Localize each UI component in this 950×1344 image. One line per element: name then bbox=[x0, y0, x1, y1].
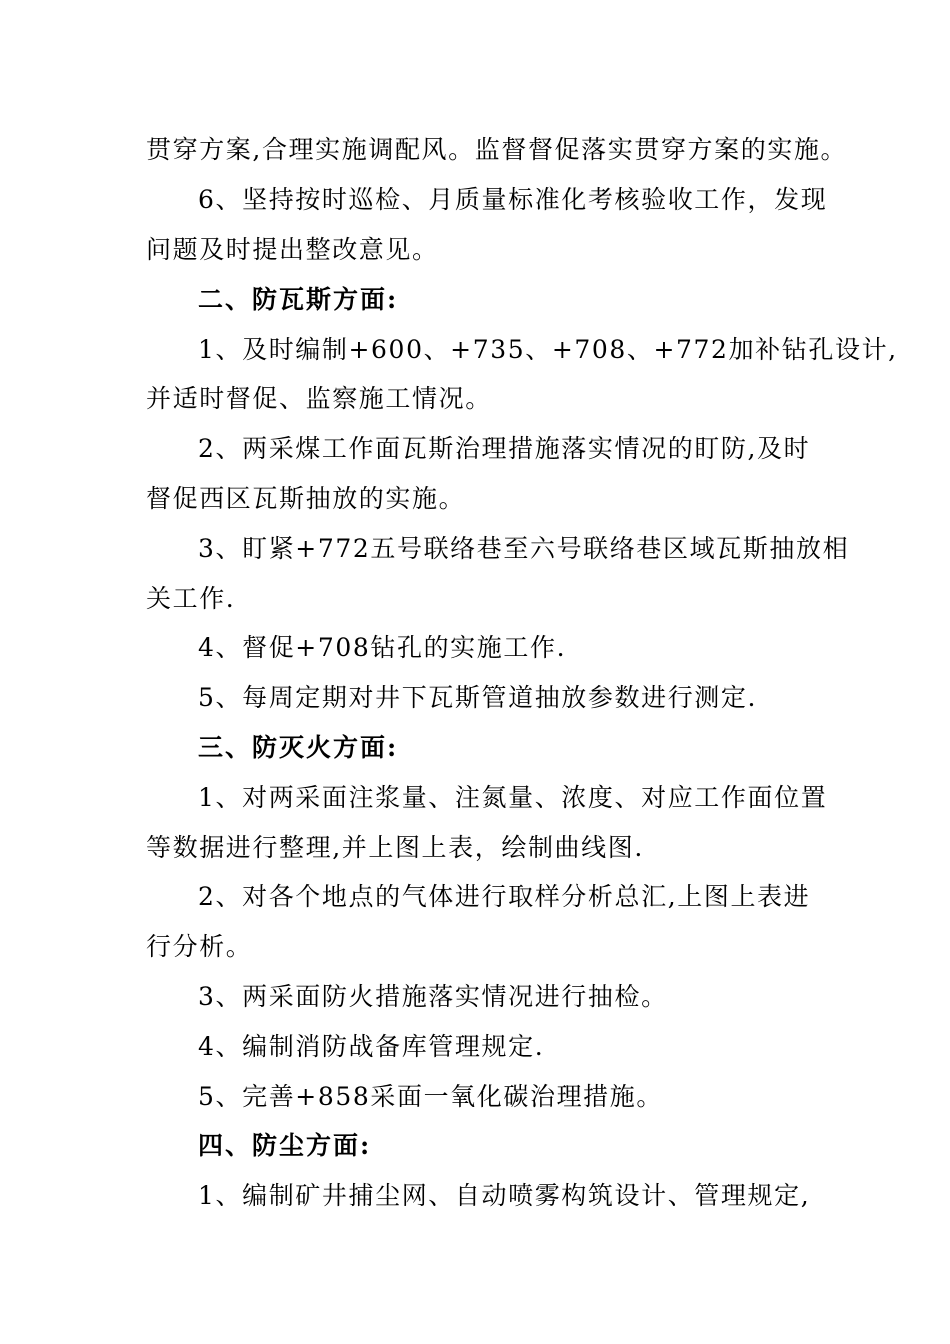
section-heading: 四、防尘方面: bbox=[198, 1131, 372, 1160]
paragraph-line: 贯穿方案,合理实施调配风。监督督促落实贯穿方案的实施。 bbox=[146, 135, 848, 164]
paragraph-line: 4、编制消防战备库管理规定. bbox=[198, 1032, 545, 1061]
section-heading: 三、防灭火方面: bbox=[198, 733, 399, 762]
paragraph-line: 2、两采煤工作面瓦斯治理措施落实情况的盯防,及时 bbox=[198, 434, 811, 463]
paragraph-line: 3、两采面防火措施落实情况进行抽检。 bbox=[198, 982, 668, 1011]
paragraph-line: 4、督促+708钻孔的实施工作. bbox=[198, 633, 567, 662]
paragraph-line: 6、坚持按时巡检、月质量标准化考核验收工作，发现 bbox=[198, 185, 828, 214]
paragraph-line: 2、对各个地点的气体进行取样分析总汇,上图上表进 bbox=[198, 882, 811, 911]
paragraph-line: 关工作. bbox=[146, 584, 236, 613]
paragraph-line: 督促西区瓦斯抽放的实施。 bbox=[146, 484, 466, 513]
paragraph-line: 行分析。 bbox=[146, 932, 253, 961]
paragraph-line: 5、每周定期对井下瓦斯管道抽放参数进行测定. bbox=[198, 683, 758, 712]
paragraph-line: 等数据进行整理,并上图上表，绘制曲线图. bbox=[146, 833, 644, 862]
paragraph-line: 3、盯紧+772五号联络巷至六号联络巷区域瓦斯抽放相 bbox=[198, 534, 850, 563]
paragraph-line: 1、及时编制+600、+735、+708、+772加补钻孔设计, bbox=[198, 335, 898, 364]
paragraph-line: 并适时督促、监察施工情况。 bbox=[146, 384, 492, 413]
paragraph-line: 1、编制矿井捕尘网、自动喷雾构筑设计、管理规定, bbox=[198, 1181, 811, 1210]
paragraph-line: 问题及时提出整改意见。 bbox=[146, 235, 439, 264]
section-heading: 二、防瓦斯方面: bbox=[198, 285, 399, 314]
paragraph-line: 1、对两采面注浆量、注氮量、浓度、对应工作面位置 bbox=[198, 783, 828, 812]
paragraph-line: 5、完善+858采面一氧化碳治理措施。 bbox=[198, 1082, 663, 1111]
